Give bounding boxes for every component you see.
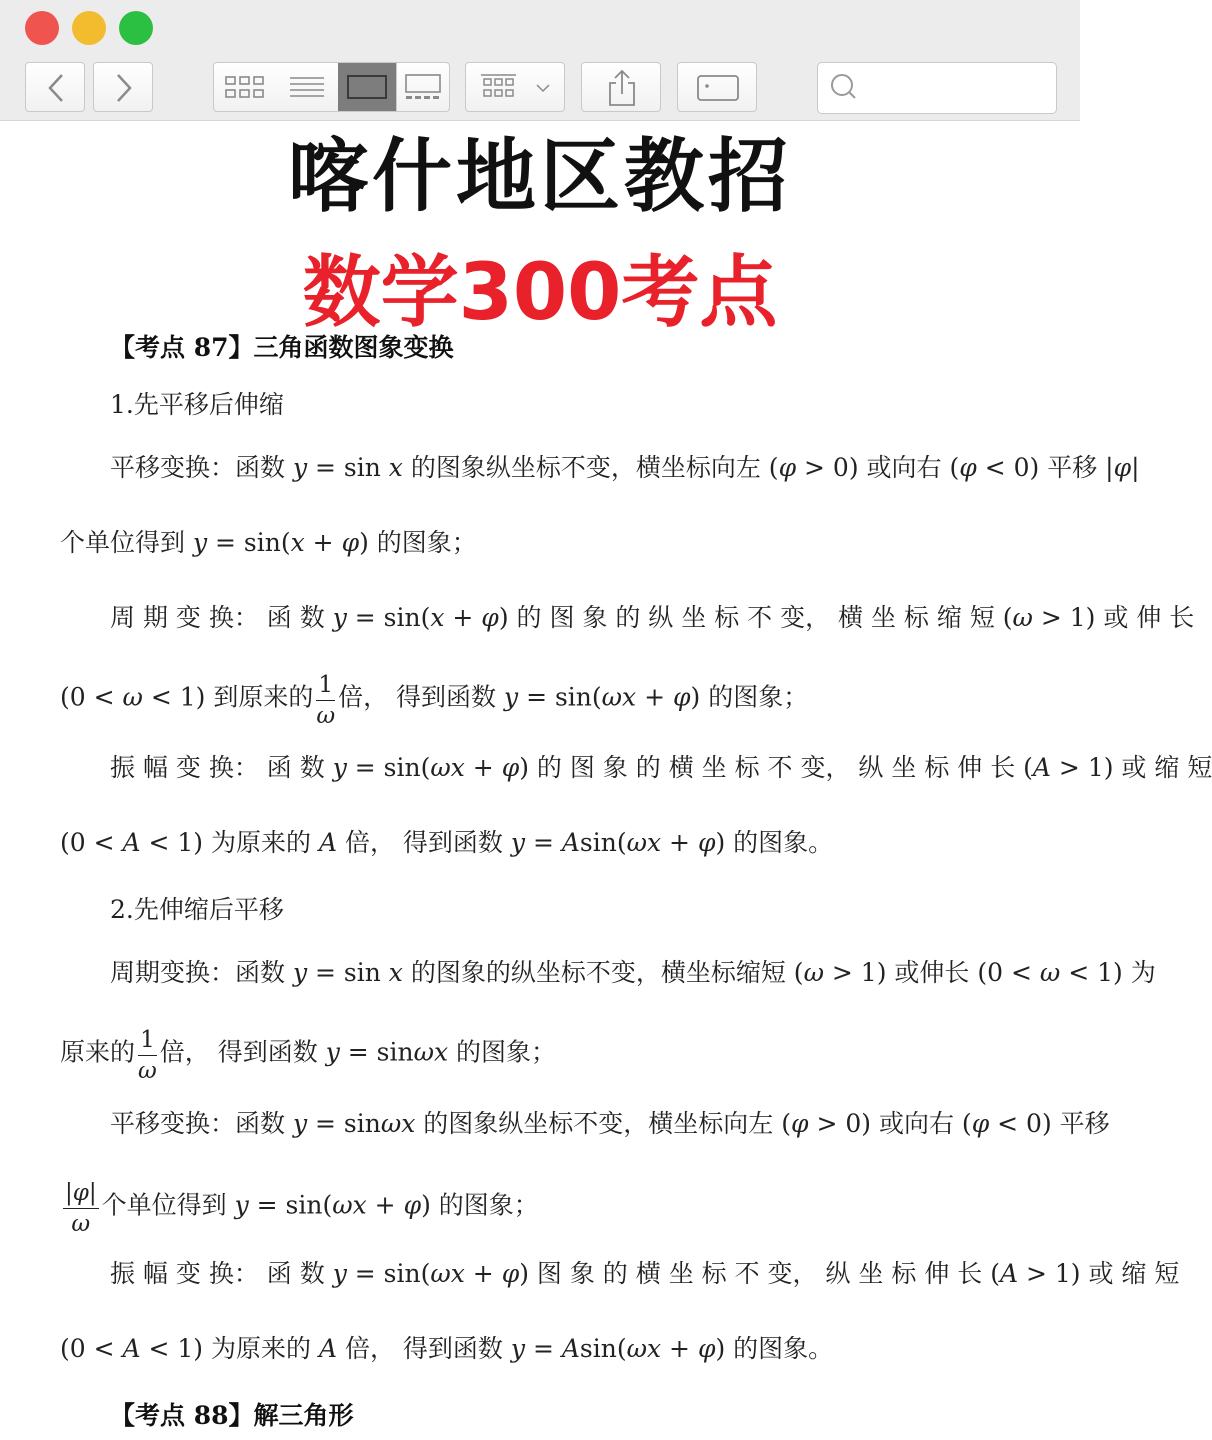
grid-view-icon [214,63,276,111]
share-icon [582,63,662,113]
back-icon [26,63,86,113]
section-heading-88: 【考点 88】解三角形 [110,1401,354,1430]
view-mode-segmented-control [213,62,450,112]
subsection-heading-2: 2.先伸缩后平移 [110,895,284,924]
section-heading-87: 【考点 87】三角函数图象变换 [110,333,454,362]
paragraph-line: 平移变换：函数 y = sin x 的图象纵坐标不变，横坐标向左 (φ > 0) 或向右 (φ < 0) 平移 |φ| [110,453,1140,482]
fraction-one-over-omega: $\frac{1}{\omega}$ [316,672,336,729]
list-view-button[interactable] [276,63,338,111]
fraction-one-over-omega: $\frac{1}{\omega}$ [138,1027,157,1084]
back-button[interactable] [25,62,85,112]
arrange-dropdown-button[interactable] [465,62,565,112]
paragraph-line: 周期变换：函数 y = sin x 的图象的纵坐标不变，横坐标缩短 (ω > 1) 或伸长 (0 < ω < 1) 为 [110,958,1156,987]
fraction-abs-phi-over-omega: $\frac{|\varphi|}{\omega}$ [65,1180,97,1237]
window-toolbar [0,0,1080,121]
paragraph-line: (0 < A < 1) 为原来的 A 倍， 得到函数 y = Asin(ωx + φ) 的图象。 [60,1334,834,1363]
zoom-window-button[interactable] [119,11,153,45]
paragraph-line: 周 期 变 换： 函 数 y = sin(x + φ) 的 图 象 的 纵 坐 标 不 变， 横 坐 标 缩 短 (ω > 1) 或 伸 长 [110,603,1195,632]
arrange-icon [466,63,566,113]
slideshow-icon [678,63,758,113]
paragraph-line: (0 < ω < 1) 到原来的 $\frac{1}{\omega}$ 倍， 得到函数 y = sin(ωx + φ) 的图象； [60,672,809,729]
filmstrip-view-icon [397,63,450,111]
forward-icon [94,63,154,113]
page-subtitle: 数学300考点 [302,248,778,338]
paragraph-line: 平移变换：函数 y = sinωx 的图象纵坐标不变，横坐标向左 (φ > 0) 或向右 (φ < 0) 平移 [110,1109,1110,1138]
paragraph-line: 振 幅 变 换： 函 数 y = sin(ωx + φ) 的 图 象 的 横 坐 标 不 变， 纵 坐 标 伸 长 (A > 1) 或 缩 短 [110,753,1212,782]
page-title: 喀什地区教招 [288,130,792,223]
subsection-heading-1: 1.先平移后伸缩 [110,390,284,419]
close-window-button[interactable] [25,11,59,45]
single-page-view-button[interactable] [338,63,396,111]
share-button[interactable] [581,62,661,112]
paragraph-line: 振 幅 变 换： 函 数 y = sin(ωx + φ) 图 象 的 横 坐 标 不 变， 纵 坐 标 伸 长 (A > 1) 或 缩 短 [110,1259,1180,1288]
slideshow-button[interactable] [677,62,757,112]
paragraph-line: 原来的 $\frac{1}{\omega}$ 倍， 得到函数 y = sinωx 的图象； [60,1027,557,1084]
list-view-icon [276,63,338,111]
paragraph-line: 个单位得到 y = sin(x + φ) 的图象； [60,528,477,557]
search-field[interactable] [817,62,1057,114]
paragraph-line: (0 < A < 1) 为原来的 A 倍， 得到函数 y = Asin(ωx + φ) 的图象。 [60,828,834,857]
forward-button[interactable] [93,62,153,112]
single-page-view-icon [338,63,396,111]
grid-view-button[interactable] [214,63,276,111]
minimize-window-button[interactable] [72,11,106,45]
paragraph-line: $\frac{|\varphi|}{\omega}$ 个单位得到 y = sin(ωx + φ) 的图象； [65,1180,539,1237]
search-icon [818,63,858,113]
filmstrip-view-button[interactable] [396,63,450,111]
